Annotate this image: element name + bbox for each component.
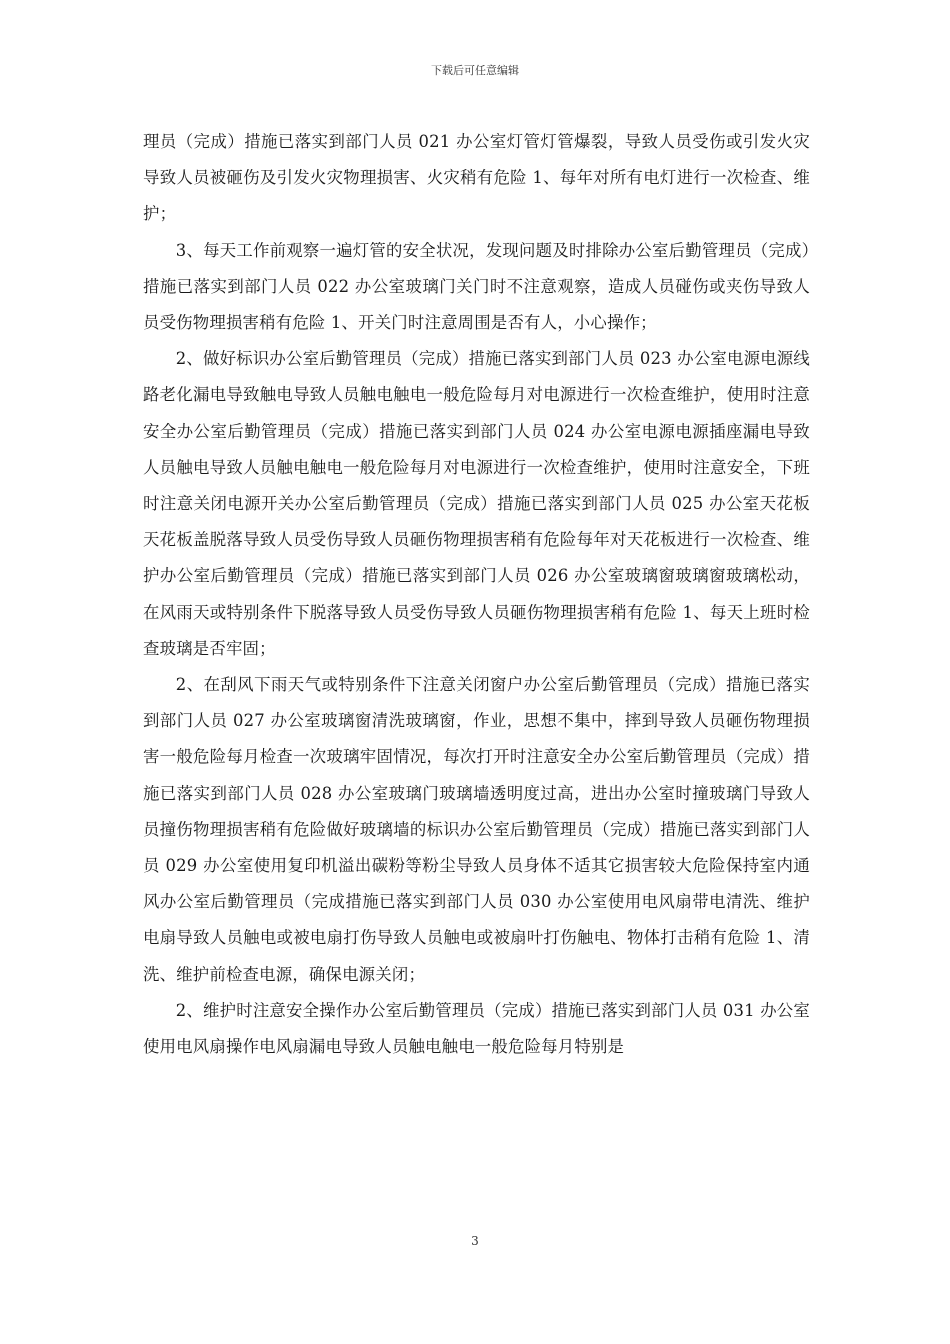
page-header: 下载后可任意编辑 (431, 64, 519, 77)
paragraph: 2、维护时注意安全操作办公室后勤管理员（完成）措施已落实到部门人员 031 办公室使用电风扇操作电风扇漏电导致人员触电触电一般危险每月特别是 (143, 1000, 810, 1057)
paragraph: 2、做好标识办公室后勤管理员（完成）措施已落实到部门人员 023 办公室电源电源线路老化漏电导致触电导致人员触电触电一般危险每月对电源进行一次检查维护，使用时注意安全办公室后勤管理员（完成）措施已落实到部门人员 024 办公室电源电源插座漏电导致人员触电导致人员触电触电一般危险每月对电源进行一次检查维护，使用时注意安全，下班时注意关闭电源开关办公室后勤管理员（完成）措施已落实到部门人员 025 办公室天花板天花板盖脱落导致人员受伤导致人员砸伤物理损害稍有危险每年对天花板进行一次检查、维护办公室后勤管理员（完成）措施已落实到部门人员 026 办公室玻璃窗玻璃窗玻璃松动，在风雨天或特别条件下脱落导致人员受伤导致人员砸伤物理损害稍有危险 1、每天上班时检查玻璃是否牢固； (143, 349, 810, 658)
document-body (143, 124, 810, 1065)
paragraph-continued: 理员（完成）措施已落实到部门人员 021 办公室灯管灯管爆裂，导致人员受伤或引发火灾导致人员被砸伤及引发火灾物理损害、火灾稍有危险 1、每年对所有电灯进行一次检查、维护； (143, 132, 810, 224)
page-number: 3 (471, 1234, 479, 1248)
paragraph: 3、每天工作前观察一遍灯管的安全状况，发现问题及时排除办公室后勤管理员（完成）措施已落实到部门人员 022 办公室玻璃门关门时不注意观察，造成人员碰伤或夹伤导致人员受伤物理损害稍有危险 1、开关门时注意周围是否有人，小心操作； (143, 240, 810, 333)
paragraph: 2、在刮风下雨天气或特别条件下注意关闭窗户办公室后勤管理员（完成）措施已落实到部门人员 027 办公室玻璃窗清洗玻璃窗，作业，思想不集中，摔到导致人员砸伤物理损害一般危险每月检查一次玻璃牢固情况，每次打开时注意安全办公室后勤管理员（完成）措施已落实到部门人员 028 办公室玻璃门玻璃墙透明度过高，进出办公室时撞玻璃门导致人员撞伤物理损害稍有危险做好玻璃墙的标识办公室后勤管理员（完成）措施已落实到部门人员 029 办公室使用复印机溢出碳粉等粉尘导致人员身体不适其它损害较大危险保持室内通风办公室后勤管理员（完成措施已落实到部门人员 030 办公室使用电风扇带电清洗、维护电扇导致人员触电或被电扇打伤导致人员触电或被扇叶打伤触电、物体打击稍有危险 1、清洗、维护前检查电源，确保电源关闭； (143, 675, 810, 984)
